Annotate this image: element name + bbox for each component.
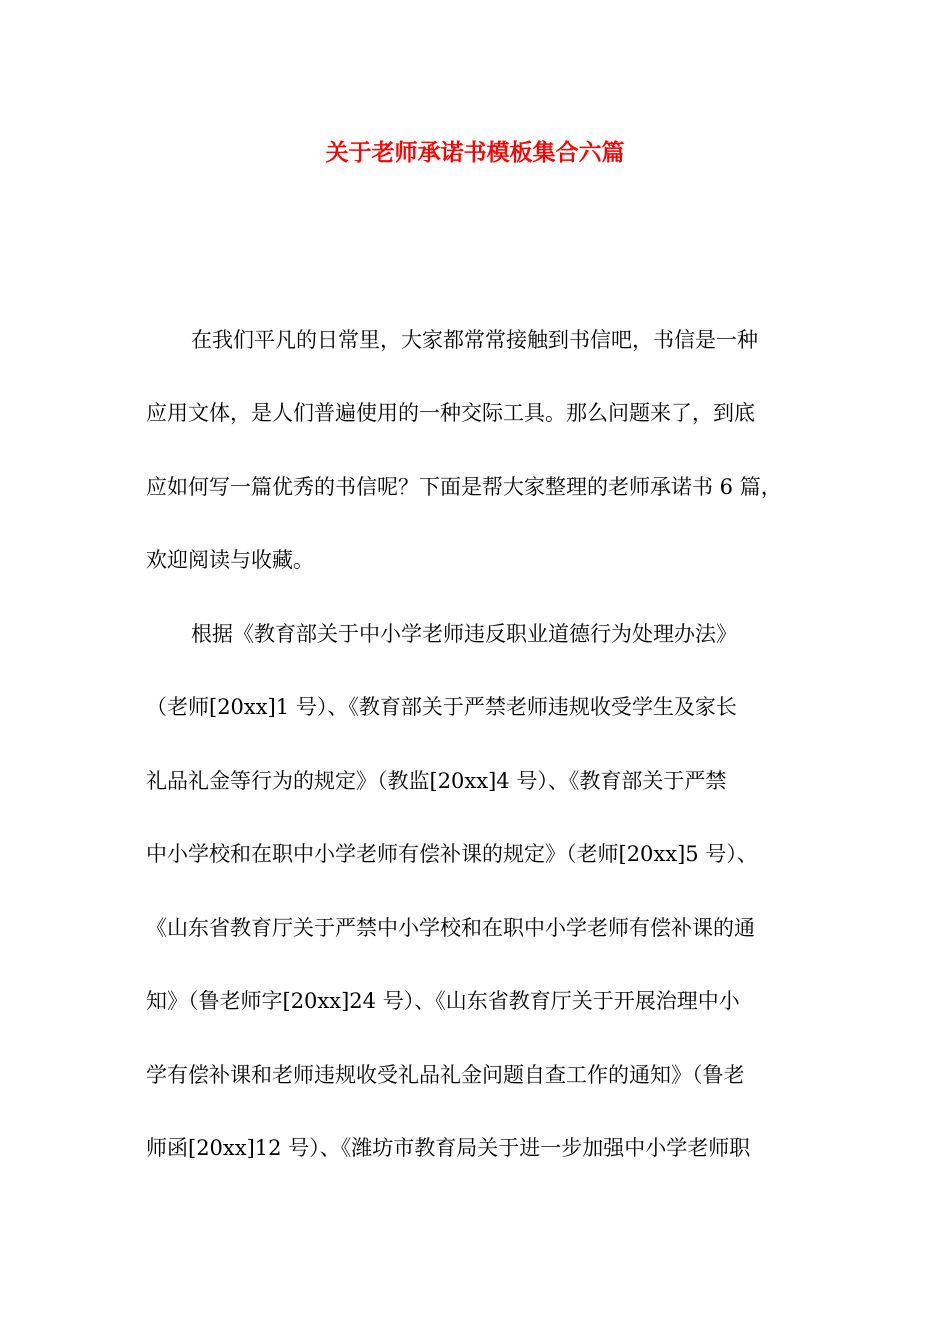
paragraph-2-line-6: 知》（鲁老师字[20xx]24 号）、《山东省教育厅关于开展治理中小 — [146, 989, 740, 1013]
paragraph-2-line-4: 中小学校和在职中小学老师有偿补课的规定》（老师[20xx]5 号）、 — [146, 842, 758, 866]
paragraph-2-line-1: 根据《教育部关于中小学老师违反职业道德行为处理办法》 — [191, 622, 737, 646]
paragraph-1-line-2: 应用文体，是人们普遍使用的一种交际工具。那么问题来了，到底 — [146, 401, 755, 425]
paragraph-2-line-7: 学有偿补课和老师违规收受礼品礼金问题自查工作的通知》（鲁老 — [146, 1063, 745, 1087]
paragraph-2-line-2: （老师[20xx]1 号）、《教育部关于严禁老师违规收受学生及家长 — [146, 695, 737, 719]
paragraph-2-line-5: 《山东省教育厅关于严禁中小学校和在职中小学老师有偿补课的通 — [146, 916, 755, 940]
paragraph-1-line-3: 应如何写一篇优秀的书信呢？下面是帮大家整理的老师承诺书 6 篇， — [146, 475, 782, 499]
paragraph-1-line-4: 欢迎阅读与收藏。 — [146, 548, 314, 572]
paragraph-2-line-3: 礼品礼金等行为的规定》（教监[20xx]4 号）、《教育部关于严禁 — [146, 769, 727, 793]
document-title: 关于老师承诺书模板集合六篇 — [325, 139, 625, 166]
paragraph-1-line-1: 在我们平凡的日常里，大家都常常接触到书信吧，书信是一种 — [191, 328, 758, 352]
paragraph-2-line-8: 师函[20xx]12 号）、《潍坊市教育局关于进一步加强中小学老师职 — [146, 1136, 751, 1160]
